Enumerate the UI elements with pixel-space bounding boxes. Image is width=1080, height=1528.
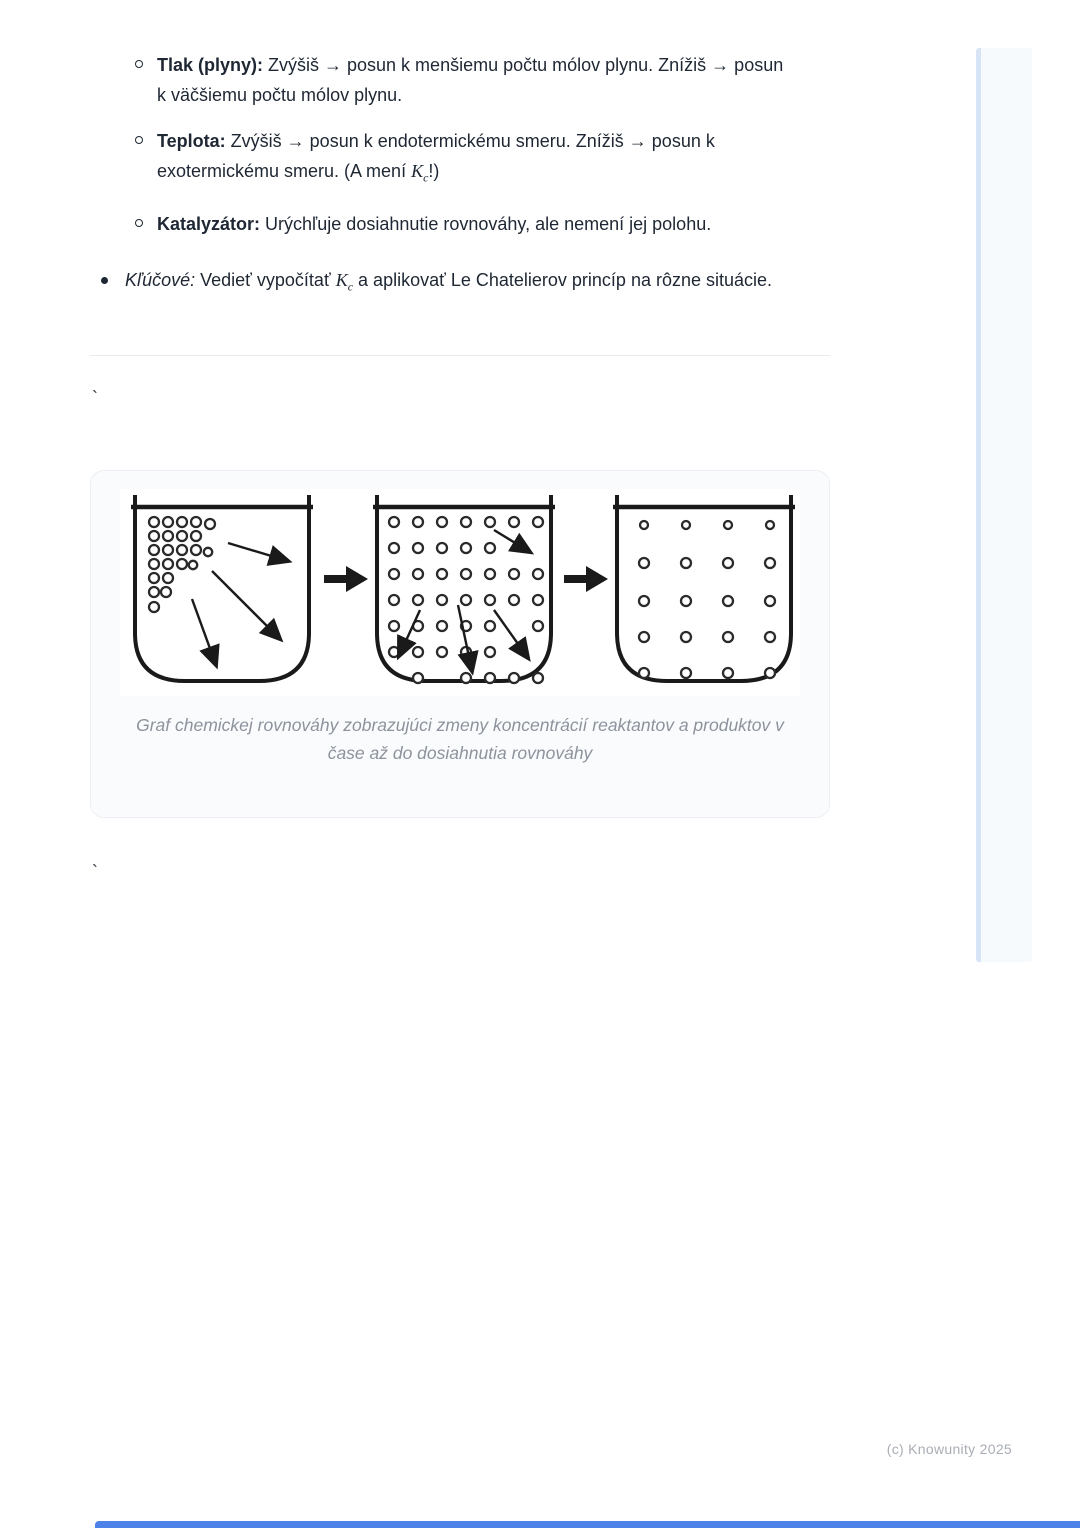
particle-grid bbox=[389, 517, 543, 683]
list-item-text: Urýchľuje dosiahnutie rovnováhy, ale nemení jej polohu. bbox=[260, 213, 712, 234]
list-item-text: Zvýšiš → posun k menšiemu počtu mólov plynu. Znížiš → posun k väčšiemu počtu mólov plynu. bbox=[157, 55, 784, 105]
beaker-equilibrium bbox=[613, 495, 795, 681]
list-item-text: Zvýšiš → posun k endotermickému smeru. Znížiš → posun k exotermickému smeru. (A mení bbox=[157, 131, 715, 181]
circle-bullet-icon bbox=[135, 219, 143, 227]
list-item-key-takeaway bbox=[90, 265, 792, 302]
disc-bullet-icon bbox=[101, 277, 108, 284]
list-item-label: Katalyzátor: bbox=[157, 213, 261, 234]
section-divider bbox=[90, 355, 830, 356]
stray-backtick: ` bbox=[92, 388, 98, 408]
list-item-pressure bbox=[90, 50, 792, 110]
list-item-catalyst bbox=[90, 209, 792, 239]
next-page-edge bbox=[95, 1521, 1080, 1528]
particle-cluster bbox=[149, 517, 215, 612]
document-body bbox=[90, 50, 792, 301]
particle-grid bbox=[639, 521, 775, 678]
kc-symbol: $K_c$ bbox=[411, 161, 429, 185]
circle-bullet-icon bbox=[135, 60, 143, 68]
list-item-label: Teplota: bbox=[157, 131, 226, 151]
figure-caption: Graf chemickej rovnováhy zobrazujúci zmeny koncentrácií reaktantov a produktov v čase až do dosiahnutia rovnováhy bbox=[136, 715, 784, 763]
diffusion-arrows bbox=[192, 543, 288, 665]
circle-bullet-icon bbox=[135, 136, 143, 144]
scrollbar-track[interactable] bbox=[976, 48, 1032, 962]
list-item-label: Kľúčové: bbox=[125, 269, 196, 290]
diagram-panel bbox=[120, 489, 800, 696]
figure-card bbox=[90, 470, 830, 818]
step-arrow-1 bbox=[324, 566, 368, 592]
kc-symbol: $K_c$ bbox=[335, 269, 354, 294]
copyright-note: (c) Knowunity 2025 bbox=[886, 1441, 1012, 1457]
list-item-text: a aplikovať Le Chatelierov princíp na rôzne situácie. bbox=[353, 269, 773, 290]
beaker-equilibrium-diagram bbox=[120, 489, 800, 696]
step-arrow-2 bbox=[564, 566, 608, 592]
beaker-initial bbox=[131, 495, 313, 681]
stray-backtick: ` bbox=[92, 862, 98, 882]
list-item-text: Vedieť vypočítať bbox=[195, 269, 336, 290]
beaker-reacting bbox=[373, 495, 555, 683]
list-item-text: !) bbox=[428, 161, 440, 181]
list-item-label: Tlak (plyny): bbox=[157, 55, 264, 75]
list-item-temperature bbox=[90, 126, 792, 193]
